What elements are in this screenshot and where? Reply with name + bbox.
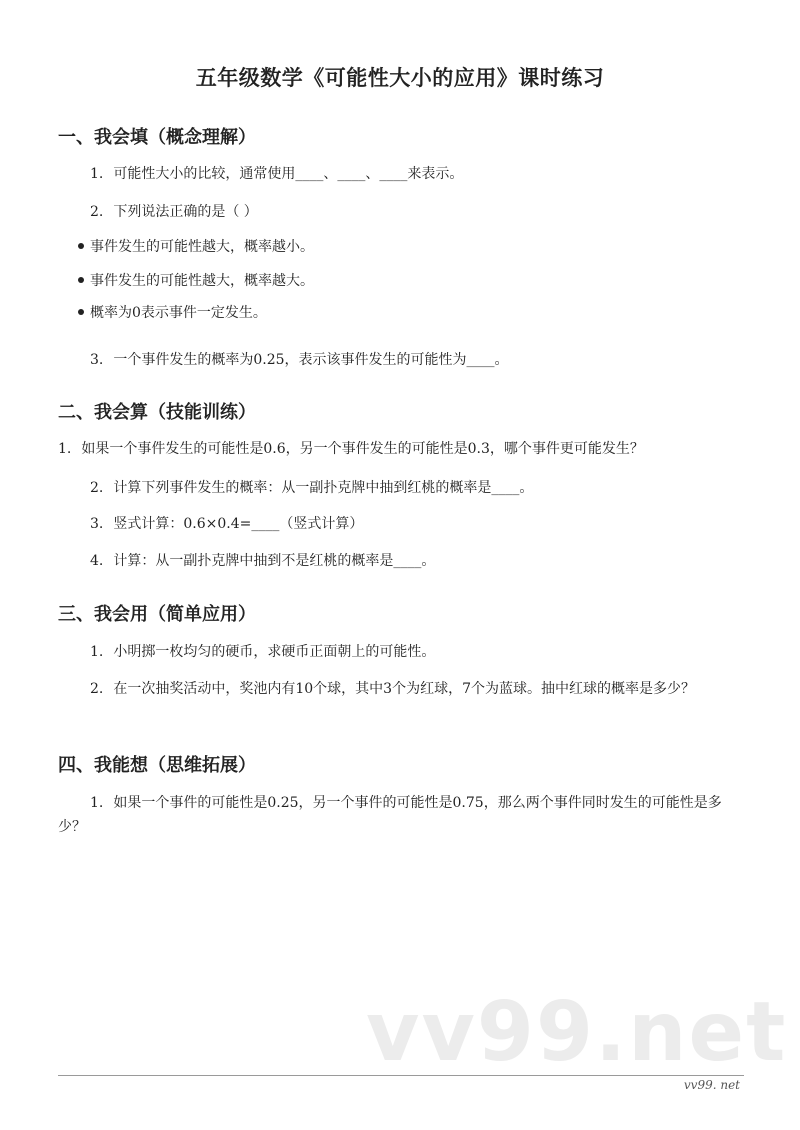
page-title: 五年级数学《可能性大小的应用》课时练习 [195,66,605,90]
question-text: 如果一个事件发生的可能性是0.6，另一个事件发生的可能性是0.3，哪个事件更可能发生？ [81,441,644,457]
option-text: 概率为0表示事件一定发生。 [90,305,267,321]
question-number: 2. [90,681,104,697]
option-text: 事件发生的可能性越大，概率越小。 [90,239,314,255]
question-number: 3. [90,352,104,368]
section-heading-4: 四、我能想（思维拓展） [58,755,256,776]
bullet-icon [78,277,84,283]
question-text: 如果一个事件的可能性是0.25，另一个事件的可能性是0.75，那么两个事件同时发生的可能性是多少？ [58,795,722,835]
bullet-icon [78,243,84,249]
question-number: 2. [90,204,104,220]
question-3-2 [58,677,746,701]
question-number: 1. [58,441,72,457]
section-heading-2: 二、我会算（技能训练） [58,402,256,423]
question-2-2 [90,478,533,498]
watermark: vv99.net [366,985,788,1080]
option-item [78,237,314,257]
question-1-3 [90,350,509,370]
question-1-2 [90,202,258,222]
question-3-1 [90,642,435,662]
question-text: 小明掷一枚均匀的硬币，求硬币正面朝上的可能性。 [113,644,436,660]
question-number: 1. [90,795,104,811]
footer-divider [58,1075,744,1076]
question-text: 计算下列事件发生的概率：从一副扑克牌中抽到红桃的概率是____。 [113,480,534,496]
question-1-1 [90,164,463,184]
question-2-1 [58,439,644,459]
option-item [78,271,314,291]
question-2-3 [90,514,363,534]
option-text: 事件发生的可能性越大，概率越大。 [90,273,314,289]
bullet-icon [78,309,84,315]
footer-site: vv99. net [683,1078,740,1092]
question-text: 一个事件发生的概率为0.25，表示该事件发生的可能性为____。 [113,352,509,368]
question-2-4 [90,551,435,571]
question-number: 3. [90,516,104,532]
question-number: 2. [90,480,104,496]
question-number: 1. [90,166,104,182]
question-text: 下列说法正确的是（ ） [113,204,258,220]
question-text: 在一次抽奖活动中，奖池内有10个球，其中3个为红球，7个为蓝球。抽中红球的概率是多少？ [113,681,695,697]
question-text: 计算：从一副扑克牌中抽到不是红桃的概率是____。 [113,553,436,569]
section-heading-1: 一、我会填（概念理解） [58,127,256,148]
section-heading-3: 三、我会用（简单应用） [58,604,256,625]
question-text: 竖式计算：0.6×0.4=____（竖式计算） [113,516,364,532]
question-4-1 [58,791,746,839]
question-number: 4. [90,553,104,569]
option-item [78,303,267,323]
question-text: 可能性大小的比较，通常使用____、____、____来表示。 [113,166,464,182]
question-number: 1. [90,644,104,660]
